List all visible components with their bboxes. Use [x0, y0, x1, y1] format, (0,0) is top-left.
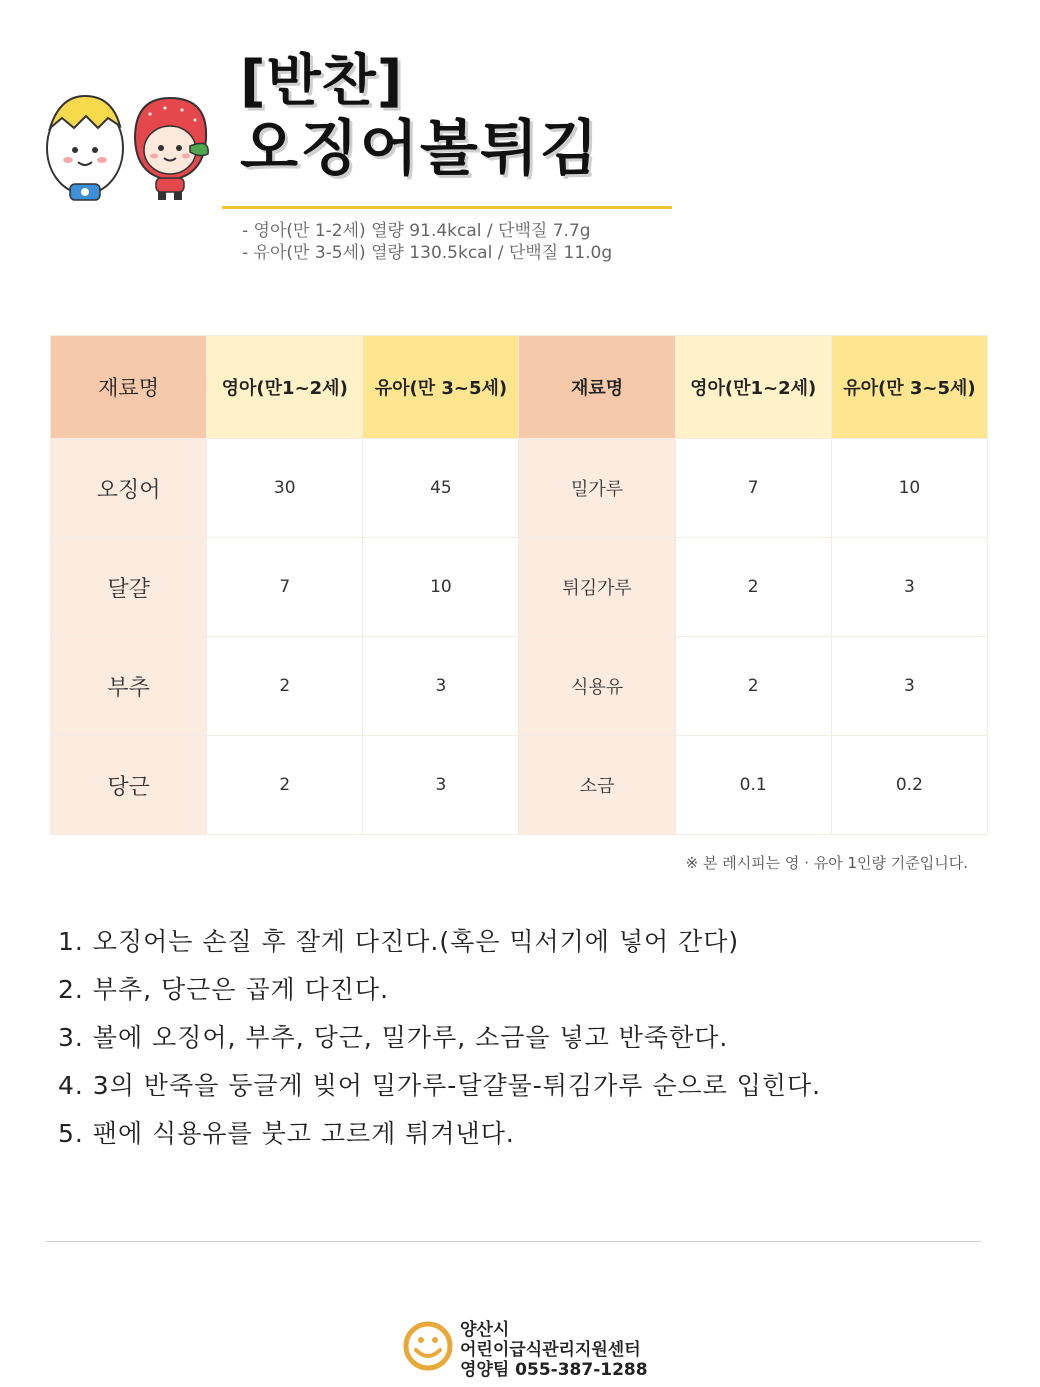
header-ingredient-name-2: 재료명 — [519, 336, 675, 439]
recipe-steps — [58, 918, 821, 1158]
nutrition-info — [242, 220, 612, 264]
header-infant-amount-2: 영아(만1~2세) — [675, 336, 831, 439]
mascot-illustration — [40, 88, 220, 208]
ingredient-name: 달걀 — [51, 538, 207, 637]
strawberry-mascot-icon — [135, 98, 208, 200]
child-amount-2: 0.2 — [831, 736, 987, 835]
child-amount-2: 3 — [831, 538, 987, 637]
infant-amount: 2 — [207, 736, 363, 835]
ingredient-name-2: 소금 — [519, 736, 675, 835]
infant-amount-2: 7 — [675, 439, 831, 538]
child-amount-2: 3 — [831, 637, 987, 736]
title-category: [반찬] — [240, 49, 404, 114]
child-amount: 45 — [363, 439, 519, 538]
table-row — [51, 538, 988, 637]
child-amount-2: 10 — [831, 439, 987, 538]
ingredient-name-2: 식용유 — [519, 637, 675, 736]
table-row — [51, 439, 988, 538]
recipe-step: 1. 오징어는 손질 후 잘게 다진다.(혹은 믹서기에 넣어 간다) — [58, 927, 740, 956]
infant-amount: 7 — [207, 538, 363, 637]
smile-logo-icon — [402, 1320, 454, 1372]
infant-amount-2: 2 — [675, 637, 831, 736]
ingredient-name: 당근 — [51, 736, 207, 835]
child-amount: 3 — [363, 736, 519, 835]
title-dish-name: 오징어볼튀김 — [240, 114, 600, 184]
recipe-step: 5. 팬에 식용유를 붓고 고르게 튀겨낸다. — [58, 1119, 515, 1148]
nutrition-child: - 유아(만 3-5세) 열량 130.5kcal / 단백질 11.0g — [242, 243, 613, 263]
center-contact: 영양팀 055-387-1288 — [460, 1360, 648, 1380]
infant-amount-2: 0.1 — [675, 736, 831, 835]
recipe-step: 2. 부추, 당근은 곱게 다진다. — [58, 975, 390, 1004]
infant-amount-2: 2 — [675, 538, 831, 637]
egg-mascot-icon — [47, 96, 123, 200]
center-city: 양산시 — [460, 1320, 510, 1340]
table-header-row — [51, 336, 988, 439]
recipe-step: 4. 3의 반죽을 둥글게 빚어 밀가루-달걀물-튀김가루 순으로 입힌다. — [58, 1071, 822, 1100]
center-info — [460, 1320, 648, 1380]
child-amount: 10 — [363, 538, 519, 637]
table-row — [51, 637, 988, 736]
serving-note: ※ 본 레시피는 영 · 유아 1인량 기준입니다. — [685, 854, 968, 872]
ingredient-name-2: 밀가루 — [519, 439, 675, 538]
header-child-amount: 유아(만 3~5세) — [363, 336, 519, 439]
page-title — [240, 50, 600, 184]
ingredient-name: 부추 — [51, 637, 207, 736]
footer-divider — [46, 1241, 981, 1242]
ingredient-table — [50, 335, 988, 835]
table-row — [51, 736, 988, 835]
header-ingredient-name: 재료명 — [51, 336, 207, 439]
nutrition-infant: - 영아(만 1-2세) 열량 91.4kcal / 단백질 7.7g — [242, 221, 591, 241]
center-name: 어린이급식관리지원센터 — [460, 1340, 641, 1360]
ingredient-name: 오징어 — [51, 439, 207, 538]
header-infant-amount: 영아(만1~2세) — [207, 336, 363, 439]
ingredient-name-2: 튀김가루 — [519, 538, 675, 637]
recipe-step: 3. 볼에 오징어, 부추, 당근, 밀가루, 소금을 넣고 반죽한다. — [58, 1023, 729, 1052]
child-amount: 3 — [363, 637, 519, 736]
infant-amount: 30 — [207, 439, 363, 538]
infant-amount: 2 — [207, 637, 363, 736]
title-underline — [222, 206, 672, 209]
header-child-amount-2: 유아(만 3~5세) — [831, 336, 987, 439]
